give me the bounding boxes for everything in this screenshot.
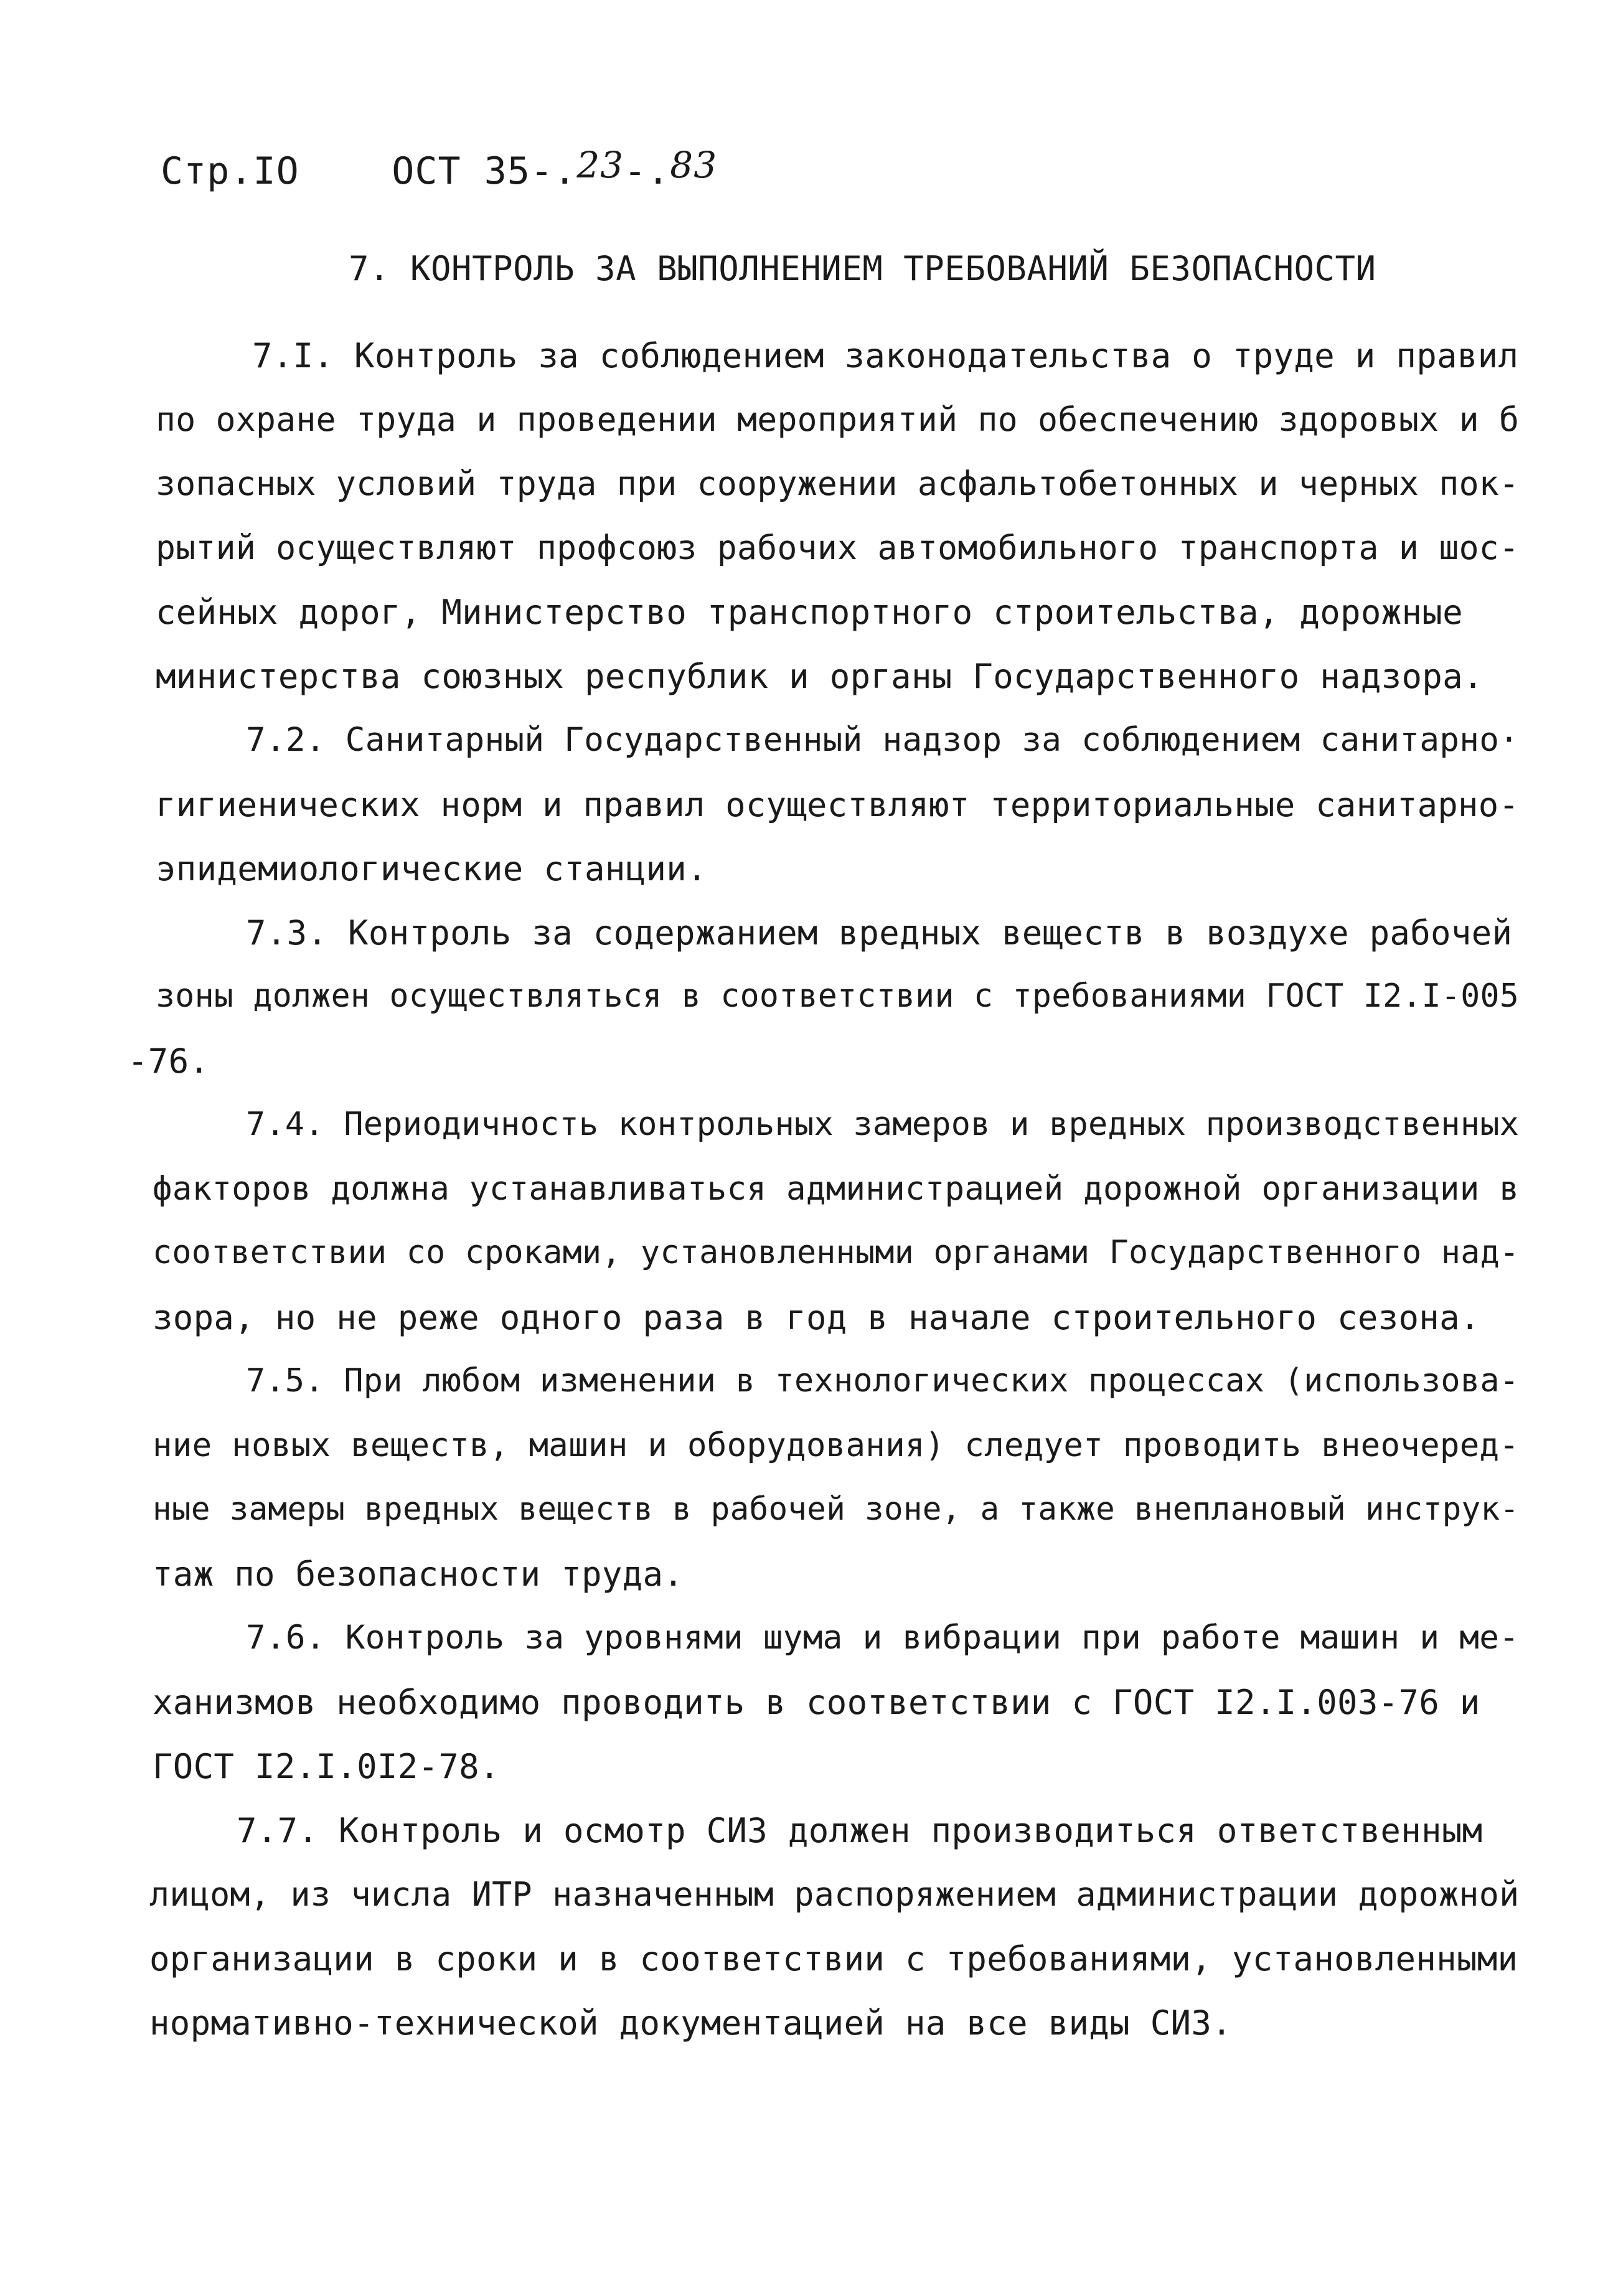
page-number: Стр.IO [161, 149, 299, 193]
text-line: гигиенических норм и правил осуществляют территориальные санитарно- [156, 785, 1520, 824]
doc-year-handwritten: 83 [670, 144, 718, 186]
text-line: лицом, из числа ИТР назначенным распоряжением администрации дорожной [149, 1875, 1520, 1914]
doc-number-handwritten: 23 [576, 144, 624, 186]
page-header [161, 144, 718, 193]
text-line: организации в сроки и в соответствии с требованиями, установленными [149, 1939, 1518, 1978]
text-line: нормативно-технической документацией на все виды СИЗ. [149, 2003, 1232, 2043]
text-line: 7.3. Контроль за содержанием вредных веществ в воздухе рабочей [246, 913, 1513, 953]
text-line: сейных дорог, Министерство транспортного строительства, дорожные [156, 593, 1463, 632]
doc-code-separator: -. [624, 149, 670, 193]
text-line: -76. [128, 1042, 210, 1081]
text-line: 7.7. Контроль и осмотр СИЗ должен производиться ответственным [237, 1811, 1483, 1850]
text-line: зора, но не реже одного раза в год в начале строительного сезона. [153, 1298, 1480, 1337]
text-line: рытий осуществляют профсоюз рабочих автомобильного транспорта и шос- [156, 529, 1520, 567]
text-line: ГОСТ I2.I.0I2-78. [153, 1747, 500, 1786]
text-line: зоны должен осуществляться в соответствии с требованиями ГОСТ I2.I-005 [156, 977, 1520, 1015]
text-line: 7.2. Санитарный Государственный надзор за соблюдением санитарно· [246, 721, 1520, 759]
text-line: эпидемиологические станции. [156, 849, 707, 888]
doc-code-prefix: ОСТ 35-. [392, 149, 577, 193]
text-line: 7.6. Контроль за уровнями шума и вибрации при работе машин и ме- [246, 1619, 1520, 1657]
text-line: министерства союзных республик и органы Государственного надзора. [156, 657, 1484, 696]
section-title: 7. КОНТРОЛЬ ЗА ВЫПОЛНЕНИЕМ ТРЕБОВАНИЙ БЕЗОПАСНОСТИ [349, 249, 1376, 288]
text-line: таж по безопасности труда. [153, 1555, 684, 1594]
text-line: ханизмов необходимо проводить в соответствии с ГОСТ I2.I.003-76 и [153, 1683, 1480, 1722]
text-line: соответствии со сроками, установленными органами Государственного над- [153, 1234, 1520, 1271]
text-line: ние новых веществ, машин и оборудования) следует проводить внеочеред- [153, 1426, 1520, 1464]
text-line: зопасных условий труда при сооружении асфальтобетонных и черных пок- [156, 464, 1520, 503]
text-line: факторов должна устанавливаться администрацией дорожной организации в [153, 1170, 1520, 1208]
text-line: ные замеры вредных веществ в рабочей зоне, а также внеплановый инструк- [153, 1490, 1520, 1527]
text-line: 7.5. При любом изменении в технологических процессах (использова- [246, 1362, 1520, 1400]
text-line: по охране труда и проведении мероприятий по обеспечению здоровых и б [156, 400, 1520, 439]
text-line: 7.I. Контроль за соблюдением законодательства о труде и правил [252, 336, 1519, 375]
text-line: 7.4. Периодичность контрольных замеров и вредных производственных [246, 1106, 1520, 1143]
